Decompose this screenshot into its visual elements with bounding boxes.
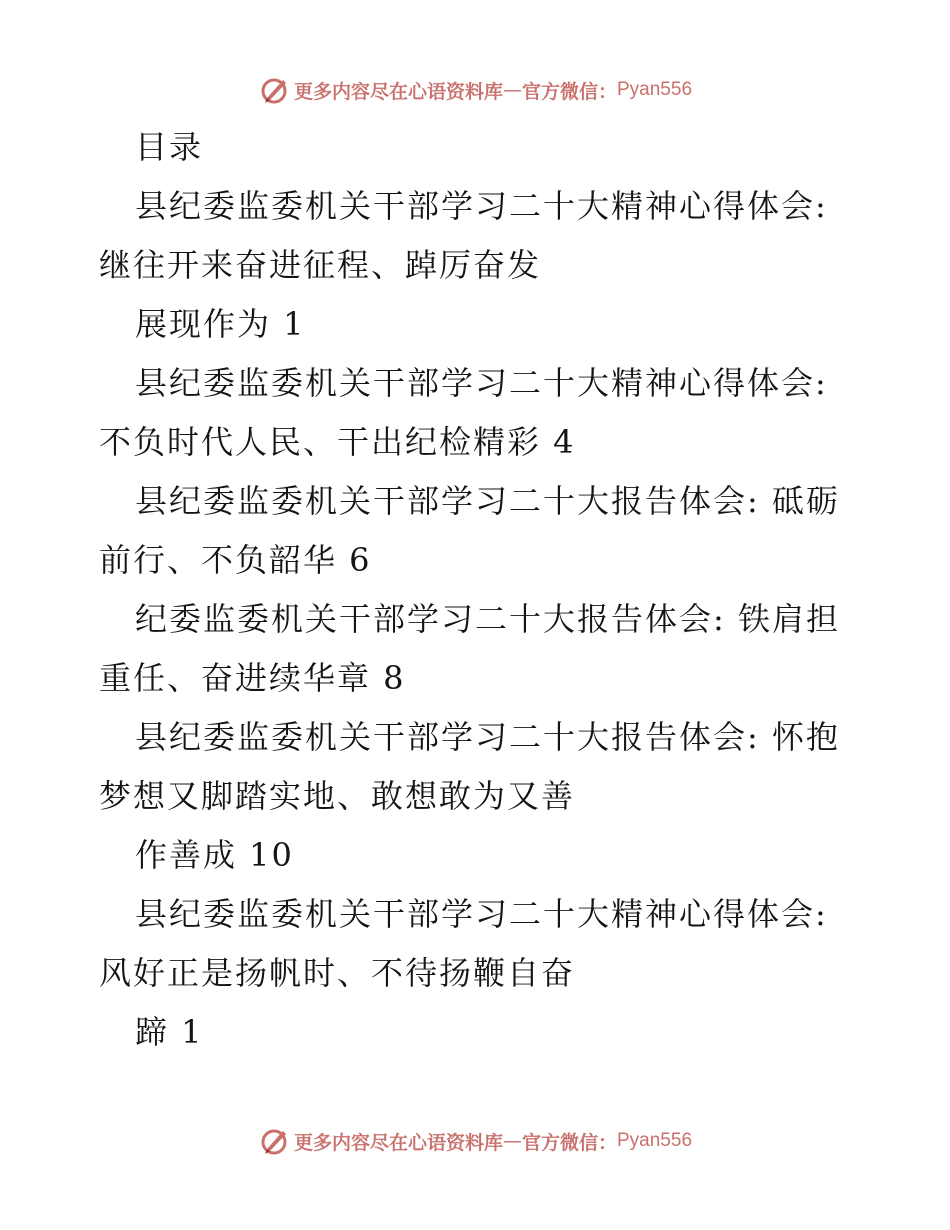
toc-line: 不负时代人民、干出纪检精彩 4 [99,423,576,461]
toc-line: 继往开来奋进征程、踔厉奋发 [99,246,542,284]
pen-logo-icon [258,74,290,106]
toc-line: 前行、不负韶华 6 [99,541,372,579]
footer-banner [0,1121,950,1161]
toc-heading: 目录 [135,128,204,166]
toc-line: 县纪委监委机关干部学习二十大报告体会: 怀抱 [135,718,840,756]
banner-slogan: 更多内容尽在心语资料库 [293,80,503,103]
toc-line: 作善成 10 [135,836,294,874]
banner-dash: — [502,79,522,101]
toc-line: 县纪委监委机关干部学习二十大精神心得体会: [135,895,828,933]
toc-line: 展现作为 1 [135,305,306,343]
banner-wechat-label: 官方微信： [521,1131,617,1154]
toc-line: 重任、奋进续华章 8 [99,659,406,697]
toc-body [99,118,859,1062]
banner-wechat-id: Pyan556 [617,1130,693,1151]
pen-logo-icon [258,1125,290,1157]
banner-slogan: 更多内容尽在心语资料库 [293,1131,503,1154]
toc-line: 县纪委监委机关干部学习二十大精神心得体会: [135,187,828,225]
toc-line: 县纪委监委机关干部学习二十大报告体会: 砥砺 [135,482,840,520]
banner-dash: — [502,1130,522,1152]
toc-line: 纪委监委机关干部学习二十大报告体会: 铁肩担 [135,600,840,638]
toc-line: 蹄 1 [135,1013,204,1051]
toc-line: 县纪委监委机关干部学习二十大精神心得体会: [135,364,828,402]
toc-line: 风好正是扬帆时、不待扬鞭自奋 [99,954,576,992]
banner-wechat-label: 官方微信： [521,80,617,103]
toc-line: 梦想又脚踏实地、敢想敢为又善 [99,777,576,815]
header-banner [0,70,950,110]
banner-wechat-id: Pyan556 [617,79,693,100]
